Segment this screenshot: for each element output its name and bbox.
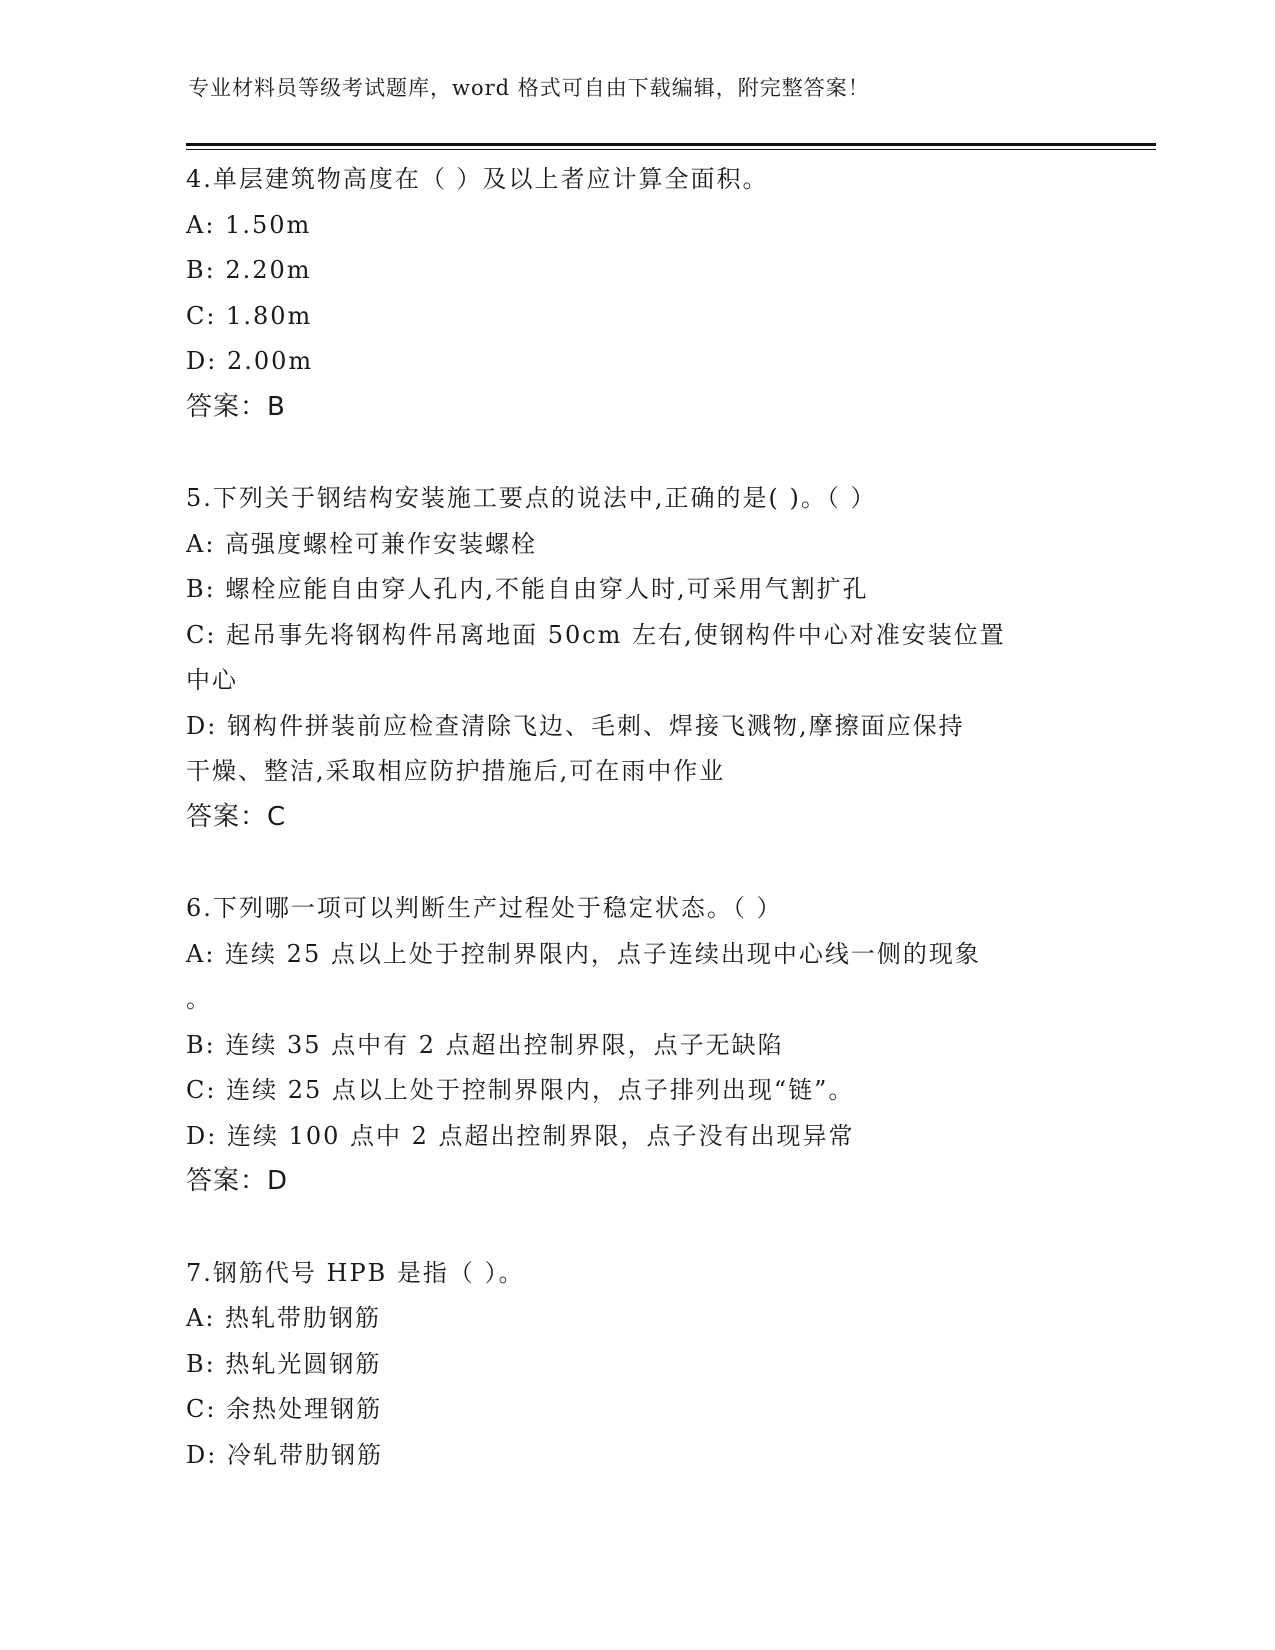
header-rule-thin [186,149,1156,150]
page-header: 专业材料员等级考试题库，word 格式可自由下载编辑，附完整答案！ [188,76,870,100]
option-d: D: 钢构件拼装前应检查清除飞边、毛刺、焊接飞溅物,摩擦面应保持 [186,711,965,740]
option-c-continued: 中心 [186,666,238,694]
option-d: D: 2.00m [186,347,314,375]
answer-label: 答案：B [186,391,286,422]
question-7 [186,1251,1086,1479]
header-rule-thick [186,143,1156,146]
option-c: C: 1.80m [186,301,313,330]
option-d: D: 冷轧带肋钢筋 [186,1440,383,1469]
option-a: A: 1.50m [186,210,312,239]
answer-label: 答案：C [186,801,287,832]
option-d: D: 连续 100 点中 2 点超出控制界限，点子没有出现异常 [186,1121,855,1150]
question-6 [186,886,1086,1205]
option-a: A: 高强度螺栓可兼作安装螺栓 [186,529,538,558]
option-c: C: 起吊事先将钢构件吊离地面 50cm 左右,使钢构件中心对准安装位置 [186,620,1006,649]
question-4 [186,157,1086,430]
option-b: B: 热轧光圆钢筋 [186,1349,382,1378]
question-spacer [186,430,1086,476]
option-a-continued: 。 [186,985,212,1013]
question-stem: 4.单层建筑物高度在（ ）及以上者应计算全面积。 [186,165,769,193]
question-spacer [186,840,1086,886]
option-b: B: 连续 35 点中有 2 点超出控制界限，点子无缺陷 [186,1030,784,1059]
answer-label: 答案：D [186,1166,289,1196]
option-b: B: 螺栓应能自由穿人孔内,不能自由穿人时,可采用气割扩孔 [186,575,869,603]
option-c: C: 连续 25 点以上处于控制界限内，点子排列出现“链”。 [186,1076,855,1104]
option-d-continued: 干燥、整洁,采取相应防护措施后,可在雨中作业 [186,757,726,785]
option-c: C: 余热处理钢筋 [186,1395,383,1423]
question-5 [186,476,1086,840]
option-b: B: 2.20m [186,256,312,284]
question-stem: 6.下列哪一项可以判断生产过程处于稳定状态。（ ） [186,894,783,922]
question-stem: 5.下列关于钢结构安装施工要点的说法中,正确的是( )。（ ） [186,484,877,512]
option-a: A: 连续 25 点以上处于控制界限内，点子连续出现中心线一侧的现象 [186,939,981,968]
option-a: A: 热轧带肋钢筋 [186,1304,382,1332]
question-stem: 7.钢筋代号 HPB 是指（ ）。 [186,1258,525,1287]
question-list [186,157,1086,1478]
question-spacer [186,1205,1086,1251]
